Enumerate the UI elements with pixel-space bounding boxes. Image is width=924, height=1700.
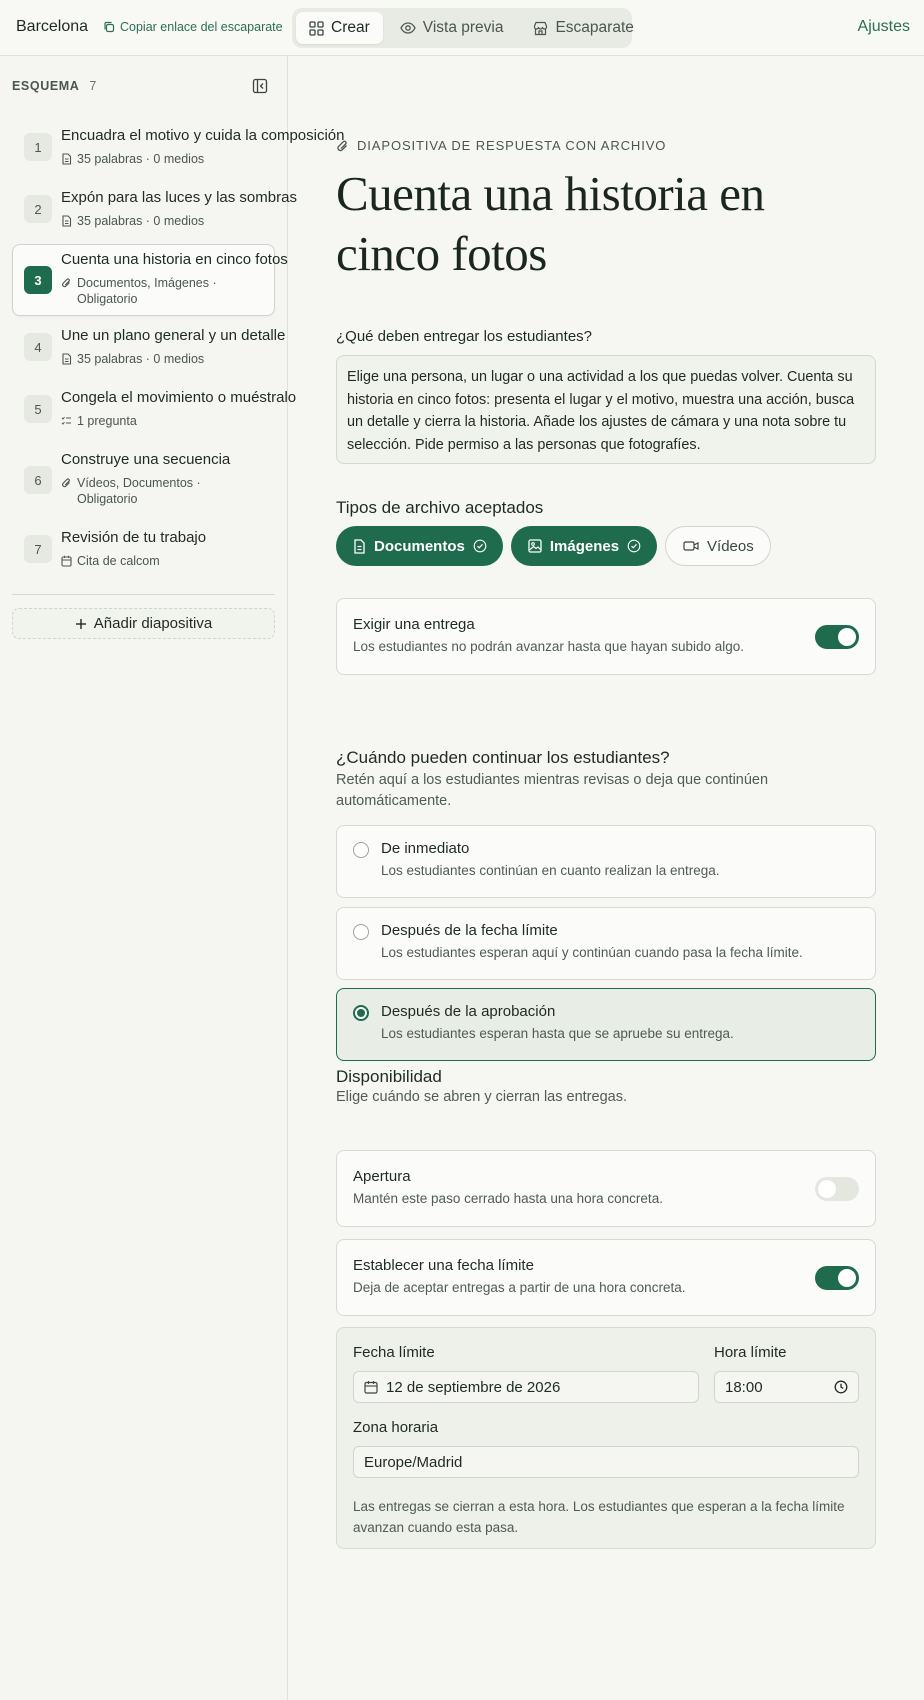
outline-item-1[interactable]	[12, 120, 345, 176]
collapse-sidebar-icon[interactable]	[252, 78, 268, 94]
top-bar	[0, 0, 924, 56]
calendar-icon	[61, 555, 72, 567]
file-type-label: Imágenes	[549, 537, 620, 555]
radio-button[interactable]	[353, 924, 369, 940]
file-type-imagenes[interactable]	[511, 526, 657, 566]
timezone-label: Zona horaria	[353, 1419, 439, 1436]
file-type-chips	[336, 526, 771, 566]
opening-toggle[interactable]	[815, 1177, 859, 1201]
outline-heading-label: ESQUEMA	[12, 79, 80, 93]
option-description: Los estudiantes continúan en cuanto realizan la entrega.	[381, 863, 720, 878]
outline-item-title: Cuenta una historia en cinco fotos	[61, 251, 288, 268]
slide-title[interactable]: Cuenta una historia en cinco fotos	[336, 166, 765, 281]
outline-item-meta	[61, 151, 261, 167]
calendar-icon	[364, 1380, 378, 1394]
add-slide-button[interactable]	[12, 608, 275, 639]
option-title: De inmediato	[381, 840, 470, 857]
require-submission-card	[336, 598, 876, 675]
add-slide-label: Añadir diapositiva	[93, 615, 213, 632]
option-title: Después de la aprobación	[381, 1003, 556, 1020]
outline-item-number: 3	[24, 266, 52, 294]
option-title: Después de la fecha límite	[381, 922, 558, 939]
plus-icon	[75, 618, 87, 630]
outline-item-4[interactable]	[12, 320, 286, 376]
outline-sidebar	[0, 56, 345, 1700]
check-circle-icon	[473, 539, 487, 553]
paperclip-icon	[61, 477, 72, 489]
outline-item-number: 4	[24, 333, 52, 361]
outline-item-number: 1	[24, 133, 52, 161]
option-description: Los estudiantes esperan aquí y continúan cuando pasa la fecha límite.	[381, 945, 803, 960]
storefront-icon	[533, 21, 548, 36]
slide-kind	[336, 138, 666, 153]
file-type-label: Documentos	[374, 537, 465, 555]
document-icon	[61, 215, 72, 227]
outline-item-meta	[61, 475, 261, 507]
outline-item-number: 2	[24, 195, 52, 223]
opening-card	[336, 1150, 876, 1227]
outline-item-7[interactable]	[12, 522, 275, 578]
timezone-select[interactable]	[353, 1446, 859, 1478]
option-description: Los estudiantes esperan hasta que se apruebe su entrega.	[381, 1026, 734, 1041]
radio-button[interactable]	[353, 1005, 369, 1021]
deadline-date-input[interactable]	[353, 1371, 699, 1403]
deadline-card	[336, 1239, 876, 1316]
deadline-settings-panel	[336, 1327, 876, 1549]
grid-icon	[309, 21, 324, 36]
outline-item-title: Congela el movimiento o muéstralo	[61, 389, 297, 406]
outline-item-meta-text: 35 palabras · 0 medios	[77, 214, 205, 228]
copy-storefront-link-button[interactable]	[103, 20, 283, 34]
outline-item-title: Expón para las luces y las sombras	[61, 189, 297, 206]
outline-item-number: 7	[24, 535, 52, 563]
file-type-videos[interactable]	[665, 526, 771, 566]
outline-item-meta	[61, 553, 261, 569]
file-type-documentos[interactable]	[336, 526, 503, 566]
outline-item-2[interactable]	[12, 182, 297, 238]
continue-option-after-approval[interactable]	[336, 988, 876, 1061]
tab-crear[interactable]	[296, 12, 383, 44]
image-icon	[528, 539, 542, 553]
tab-escaparate[interactable]	[520, 12, 646, 44]
outline-heading	[12, 79, 97, 93]
availability-heading: Disponibilidad	[336, 1067, 442, 1086]
outline-item-title: Une un plano general y un detalle	[61, 327, 286, 344]
checklist-icon	[61, 415, 72, 427]
outline-item-meta	[61, 275, 261, 307]
outline-item-meta-text: Vídeos, Documentos · Obligatorio	[77, 476, 201, 506]
continue-option-after-deadline[interactable]	[336, 907, 876, 980]
check-circle-icon	[627, 539, 641, 553]
paperclip-icon	[336, 139, 349, 153]
deadline-date-label: Fecha límite	[353, 1344, 435, 1361]
require-submission-toggle[interactable]	[815, 625, 859, 649]
document-icon	[61, 153, 72, 165]
eye-icon	[400, 21, 416, 35]
sidebar-divider	[12, 594, 275, 595]
outline-item-meta-text: Cita de calcom	[77, 554, 160, 568]
outline-item-5[interactable]	[12, 382, 297, 438]
prompt-textarea[interactable]: Elige una persona, un lugar o una actividad a los que puedas volver. Cuenta su historia en cinco fotos: presenta el lugar y el motivo, muestra una acción, busca un detalle y cierra la historia. Añade los ajustes de cámara y una nota sobre tu selección. Pide permiso a las personas que fotografíes.	[336, 355, 876, 464]
tab-escaparate-label: Escaparate	[555, 19, 634, 36]
clock-icon	[834, 1380, 848, 1394]
availability-description: Elige cuándo se abren y cierran las entregas.	[336, 1089, 627, 1105]
timezone-value: Europe/Madrid	[364, 1453, 463, 1471]
tab-crear-label: Crear	[331, 19, 370, 36]
video-camera-icon	[683, 540, 699, 552]
deadline-title: Establecer una fecha límite	[353, 1257, 534, 1274]
copy-icon	[103, 21, 115, 33]
outline-item-6[interactable]	[12, 444, 275, 516]
outline-item-meta-text: 35 palabras · 0 medios	[77, 152, 205, 166]
deadline-description: Deja de aceptar entregas a partir de una hora concreta.	[353, 1280, 686, 1295]
outline-item-meta	[61, 351, 261, 367]
prompt-label: ¿Qué deben entregar los estudiantes?	[336, 328, 593, 345]
deadline-time-input[interactable]	[714, 1371, 859, 1403]
outline-item-meta	[61, 213, 261, 229]
opening-title: Apertura	[353, 1168, 411, 1185]
settings-link[interactable]: Ajustes	[857, 18, 910, 35]
document-icon	[353, 539, 366, 554]
opening-description: Mantén este paso cerrado hasta una hora concreta.	[353, 1191, 663, 1206]
continue-option-immediate[interactable]	[336, 825, 876, 898]
toggle-knob	[838, 628, 856, 646]
outline-item-number: 5	[24, 395, 52, 423]
deadline-date-value: 12 de septiembre de 2026	[386, 1378, 561, 1396]
workspace-name[interactable]: Barcelona	[16, 18, 89, 35]
outline-item-meta-text: 1 pregunta	[77, 414, 137, 428]
continue-heading: ¿Cuándo pueden continuar los estudiantes?	[336, 748, 670, 767]
continue-description: Retén aquí a los estudiantes mientras revisas o deja que continúen automáticamente.	[336, 772, 769, 809]
document-icon	[61, 353, 72, 365]
outline-item-title: Revisión de tu trabajo	[61, 529, 207, 546]
copy-storefront-link-label: Copiar enlace del escaparate	[120, 20, 283, 34]
paperclip-icon	[61, 277, 72, 289]
tab-vista-previa[interactable]	[387, 12, 517, 44]
outline-item-meta-text: Documentos, Imágenes · Obligatorio	[77, 276, 217, 306]
require-submission-description: Los estudiantes no podrán avanzar hasta que hayan subido algo.	[353, 639, 745, 654]
tab-vista-previa-label: Vista previa	[422, 19, 504, 36]
deadline-time-value: 18:00	[725, 1378, 763, 1396]
file-types-label: Tipos de archivo aceptados	[336, 498, 544, 517]
require-submission-title: Exigir una entrega	[353, 616, 475, 633]
toggle-knob	[818, 1180, 836, 1198]
deadline-time-label: Hora límite	[714, 1344, 787, 1361]
deadline-toggle[interactable]	[815, 1266, 859, 1290]
slide-kind-label: DIAPOSITIVA DE RESPUESTA CON ARCHIVO	[357, 138, 667, 153]
radio-button[interactable]	[353, 842, 369, 858]
outline-item-meta-text: 35 palabras · 0 medios	[77, 352, 205, 366]
outline-item-title: Construye una secuencia	[61, 451, 231, 468]
file-type-label: Vídeos	[707, 537, 754, 555]
toggle-knob	[838, 1269, 856, 1287]
deadline-note: Las entregas se cierran a esta hora. Los estudiantes que esperan a la fecha límite avanzan cuando esta pasa.	[353, 1499, 845, 1535]
outline-item-number: 6	[24, 466, 52, 494]
outline-item-title: Encuadra el motivo y cuida la composición	[61, 127, 345, 144]
view-tabs	[292, 8, 632, 48]
outline-item-meta	[61, 413, 261, 429]
outline-count: 7	[89, 79, 97, 93]
outline-item-3[interactable]	[12, 244, 288, 316]
